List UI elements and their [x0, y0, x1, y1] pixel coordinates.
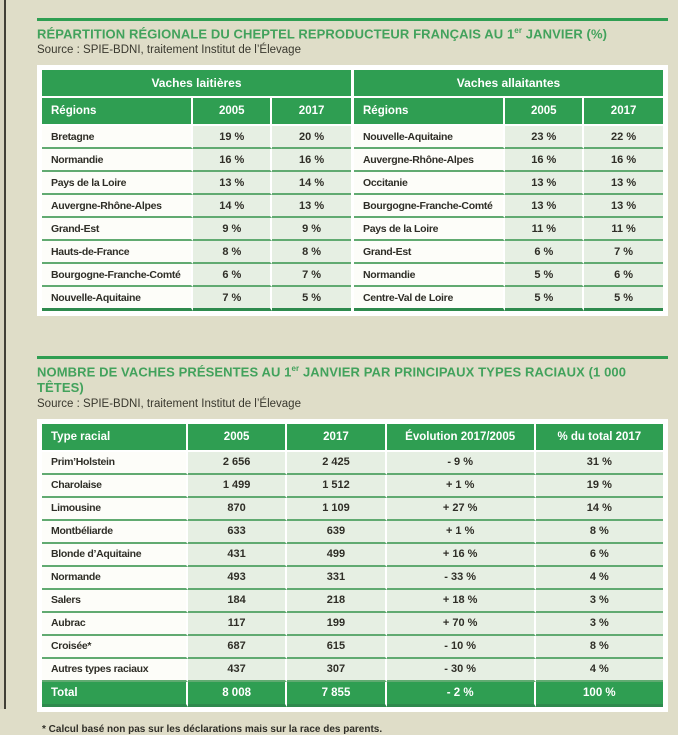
- table-row: [42, 636, 663, 659]
- dairy-group-header: Vaches laitières: [42, 70, 351, 98]
- section1-title-pre: RÉPARTITION RÉGIONALE DU CHEPTEL REPRODUCTEUR FRANÇAIS AU 1: [37, 26, 515, 42]
- table-row: [354, 241, 663, 264]
- total-label-cell: Total: [42, 682, 188, 707]
- value-2017-cell: 199: [287, 613, 386, 636]
- section2-title-pre: NOMBRE DE VACHES PRÉSENTES AU 1: [37, 364, 292, 380]
- section2-title: [37, 364, 668, 394]
- racial-type-cell: Blonde d’Aquitaine: [42, 544, 188, 567]
- subtables-row: [42, 70, 663, 311]
- racial-table-panel: [37, 419, 668, 712]
- racial-type-cell: Charolaise: [42, 475, 188, 498]
- table-row: [354, 287, 663, 311]
- section1-source-line: Source : SPIE-BDNI, traitement Institut de l’Élevage: [37, 44, 301, 57]
- value-2017-cell: 7 %: [272, 264, 351, 287]
- value-2017-cell: 14 %: [272, 172, 351, 195]
- total-2017-cell: 7 855: [287, 682, 386, 707]
- value-2005-cell: 9 %: [193, 218, 272, 241]
- value-2017-cell: 22 %: [584, 126, 663, 149]
- racial-type-cell: Normande: [42, 567, 188, 590]
- page-edge-line: [4, 0, 6, 709]
- table-row: [354, 126, 663, 149]
- region-cell: Pays de la Loire: [42, 172, 193, 195]
- value-2017-cell: 13 %: [584, 172, 663, 195]
- table-row: [42, 613, 663, 636]
- value-2017-cell: 7 %: [584, 241, 663, 264]
- table-row: [42, 475, 663, 498]
- region-cell: Bretagne: [42, 126, 193, 149]
- evolution-cell: - 30 %: [387, 659, 536, 682]
- suckler-group-header: Vaches allaitantes: [354, 70, 663, 98]
- year-2017-column-header: 2017: [287, 424, 386, 452]
- region-cell: Pays de la Loire: [354, 218, 505, 241]
- share-cell: 4 %: [536, 659, 663, 682]
- total-row: [42, 682, 663, 707]
- table-row: [42, 498, 663, 521]
- dairy-cows-table: [42, 70, 351, 311]
- group-header-row: [42, 70, 351, 98]
- value-2017-cell: 20 %: [272, 126, 351, 149]
- table-row: [354, 195, 663, 218]
- region-cell: Centre-Val de Loire: [354, 287, 505, 311]
- year-2017-column-header: 2017: [584, 98, 663, 126]
- value-2005-cell: 870: [188, 498, 287, 521]
- value-2005-cell: 437: [188, 659, 287, 682]
- share-cell: 6 %: [536, 544, 663, 567]
- region-cell: Nouvelle-Aquitaine: [42, 287, 193, 311]
- year-2005-column-header: 2005: [505, 98, 584, 126]
- share-cell: 8 %: [536, 636, 663, 659]
- value-2017-cell: 639: [287, 521, 386, 544]
- column-header-row: [354, 98, 663, 126]
- table-row: [354, 264, 663, 287]
- value-2017-cell: 5 %: [584, 287, 663, 311]
- total-evolution-cell: - 2 %: [387, 682, 536, 707]
- column-header-row: [42, 98, 351, 126]
- value-2005-cell: 687: [188, 636, 287, 659]
- region-cell: Grand-Est: [354, 241, 505, 264]
- share-cell: 3 %: [536, 590, 663, 613]
- value-2017-cell: 8 %: [272, 241, 351, 264]
- value-2005-cell: 6 %: [193, 264, 272, 287]
- racial-types-table: [42, 424, 663, 707]
- region-cell: Occitanie: [354, 172, 505, 195]
- evolution-cell: - 10 %: [387, 636, 536, 659]
- evolution-cell: + 1 %: [387, 475, 536, 498]
- value-2005-cell: 16 %: [193, 149, 272, 172]
- value-2005-cell: 431: [188, 544, 287, 567]
- value-2005-cell: 2 656: [188, 452, 287, 475]
- value-2005-cell: 7 %: [193, 287, 272, 311]
- table-row: [354, 172, 663, 195]
- table-row: [42, 452, 663, 475]
- page-content: [37, 18, 668, 735]
- column-header-row: [42, 424, 663, 452]
- region-cell: Normandie: [354, 264, 505, 287]
- section2-title-superscript: er: [291, 364, 300, 374]
- value-2005-cell: 13 %: [505, 172, 584, 195]
- value-2005-cell: 23 %: [505, 126, 584, 149]
- region-cell: Auvergne-Rhône-Alpes: [354, 149, 505, 172]
- region-cell: Bourgogne-Franche-Comté: [42, 264, 193, 287]
- value-2017-cell: 615: [287, 636, 386, 659]
- value-2017-cell: 331: [287, 567, 386, 590]
- year-2005-column-header: 2005: [193, 98, 272, 126]
- value-2005-cell: 493: [188, 567, 287, 590]
- value-2005-cell: 5 %: [505, 287, 584, 311]
- table-row: [42, 287, 351, 311]
- evolution-cell: + 27 %: [387, 498, 536, 521]
- value-2005-cell: 13 %: [505, 195, 584, 218]
- value-2017-cell: 499: [287, 544, 386, 567]
- share-cell: 31 %: [536, 452, 663, 475]
- value-2017-cell: 307: [287, 659, 386, 682]
- region-cell: Grand-Est: [42, 218, 193, 241]
- value-2005-cell: 633: [188, 521, 287, 544]
- year-2017-column-header: 2017: [272, 98, 351, 126]
- total-share-cell: 100 %: [536, 682, 663, 707]
- table-row: [42, 590, 663, 613]
- regions-column-header: Régions: [42, 98, 193, 126]
- value-2017-cell: 2 425: [287, 452, 386, 475]
- section-racial-types: [37, 356, 668, 734]
- table-row: [42, 567, 663, 590]
- section1-title-post: JANVIER (%): [522, 26, 608, 42]
- value-2005-cell: 16 %: [505, 149, 584, 172]
- table-row: [42, 195, 351, 218]
- racial-type-column-header: Type racial: [42, 424, 188, 452]
- value-2005-cell: 6 %: [505, 241, 584, 264]
- table-row: [42, 172, 351, 195]
- value-2005-cell: 13 %: [193, 172, 272, 195]
- footnote: * Calcul basé non pas sur les déclarations mais sur la race des parents.: [42, 723, 383, 735]
- value-2017-cell: 1 109: [287, 498, 386, 521]
- value-2005-cell: 184: [188, 590, 287, 613]
- table-row: [42, 659, 663, 682]
- group-header-row: [354, 70, 663, 98]
- regional-table-panel: [37, 65, 668, 316]
- evolution-cell: + 1 %: [387, 521, 536, 544]
- racial-type-cell: Autres types raciaux: [42, 659, 188, 682]
- value-2005-cell: 117: [188, 613, 287, 636]
- table-row: [42, 126, 351, 149]
- section1-title-superscript: er: [514, 26, 523, 35]
- value-2005-cell: 5 %: [505, 264, 584, 287]
- racial-type-cell: Prim’Holstein: [42, 452, 188, 475]
- value-2017-cell: 11 %: [584, 218, 663, 241]
- value-2017-cell: 13 %: [584, 195, 663, 218]
- region-cell: Nouvelle-Aquitaine: [354, 126, 505, 149]
- table-row: [42, 264, 351, 287]
- evolution-cell: - 9 %: [387, 452, 536, 475]
- value-2017-cell: 9 %: [272, 218, 351, 241]
- section2-title-post: JANVIER PAR PRINCIPAUX TYPES RACIAUX (1 000 TÊTES): [37, 364, 627, 395]
- section1-title: [37, 26, 668, 41]
- value-2017-cell: 5 %: [272, 287, 351, 311]
- value-2017-cell: 218: [287, 590, 386, 613]
- evolution-cell: + 18 %: [387, 590, 536, 613]
- racial-type-cell: Aubrac: [42, 613, 188, 636]
- value-2017-cell: 13 %: [272, 195, 351, 218]
- total-2005-cell: 8 008: [188, 682, 287, 707]
- racial-type-cell: Salers: [42, 590, 188, 613]
- table-row: [354, 149, 663, 172]
- section-rule: [37, 356, 668, 359]
- share-cell: 14 %: [536, 498, 663, 521]
- share-column-header: % du total 2017: [536, 424, 663, 452]
- table-row: [354, 218, 663, 241]
- value-2005-cell: 8 %: [193, 241, 272, 264]
- share-cell: 8 %: [536, 521, 663, 544]
- share-cell: 3 %: [536, 613, 663, 636]
- value-2005-cell: 14 %: [193, 195, 272, 218]
- table-row: [42, 149, 351, 172]
- region-cell: Bourgogne-Franche-Comté: [354, 195, 505, 218]
- table-row: [42, 218, 351, 241]
- value-2005-cell: 11 %: [505, 218, 584, 241]
- table-row: [42, 521, 663, 544]
- section-rule: [37, 18, 668, 21]
- region-cell: Normandie: [42, 149, 193, 172]
- suckler-cows-table: [354, 70, 663, 311]
- racial-type-cell: Limousine: [42, 498, 188, 521]
- evolution-cell: - 33 %: [387, 567, 536, 590]
- evolution-column-header: Évolution 2017/2005: [387, 424, 536, 452]
- racial-type-cell: Montbéliarde: [42, 521, 188, 544]
- value-2017-cell: 6 %: [584, 264, 663, 287]
- value-2005-cell: 19 %: [193, 126, 272, 149]
- value-2017-cell: 16 %: [584, 149, 663, 172]
- evolution-cell: + 16 %: [387, 544, 536, 567]
- value-2005-cell: 1 499: [188, 475, 287, 498]
- section-regional-distribution: [37, 18, 668, 316]
- value-2017-cell: 1 512: [287, 475, 386, 498]
- table-row: [42, 241, 351, 264]
- region-cell: Hauts-de-France: [42, 241, 193, 264]
- share-cell: 19 %: [536, 475, 663, 498]
- table-row: [42, 544, 663, 567]
- year-2005-column-header: 2005: [188, 424, 287, 452]
- evolution-cell: + 70 %: [387, 613, 536, 636]
- region-cell: Auvergne-Rhône-Alpes: [42, 195, 193, 218]
- value-2017-cell: 16 %: [272, 149, 351, 172]
- regions-column-header: Régions: [354, 98, 505, 126]
- section2-source-line: Source : SPIE-BDNI, traitement Institut de l’Élevage: [37, 397, 301, 410]
- racial-type-cell: Croisée*: [42, 636, 188, 659]
- share-cell: 4 %: [536, 567, 663, 590]
